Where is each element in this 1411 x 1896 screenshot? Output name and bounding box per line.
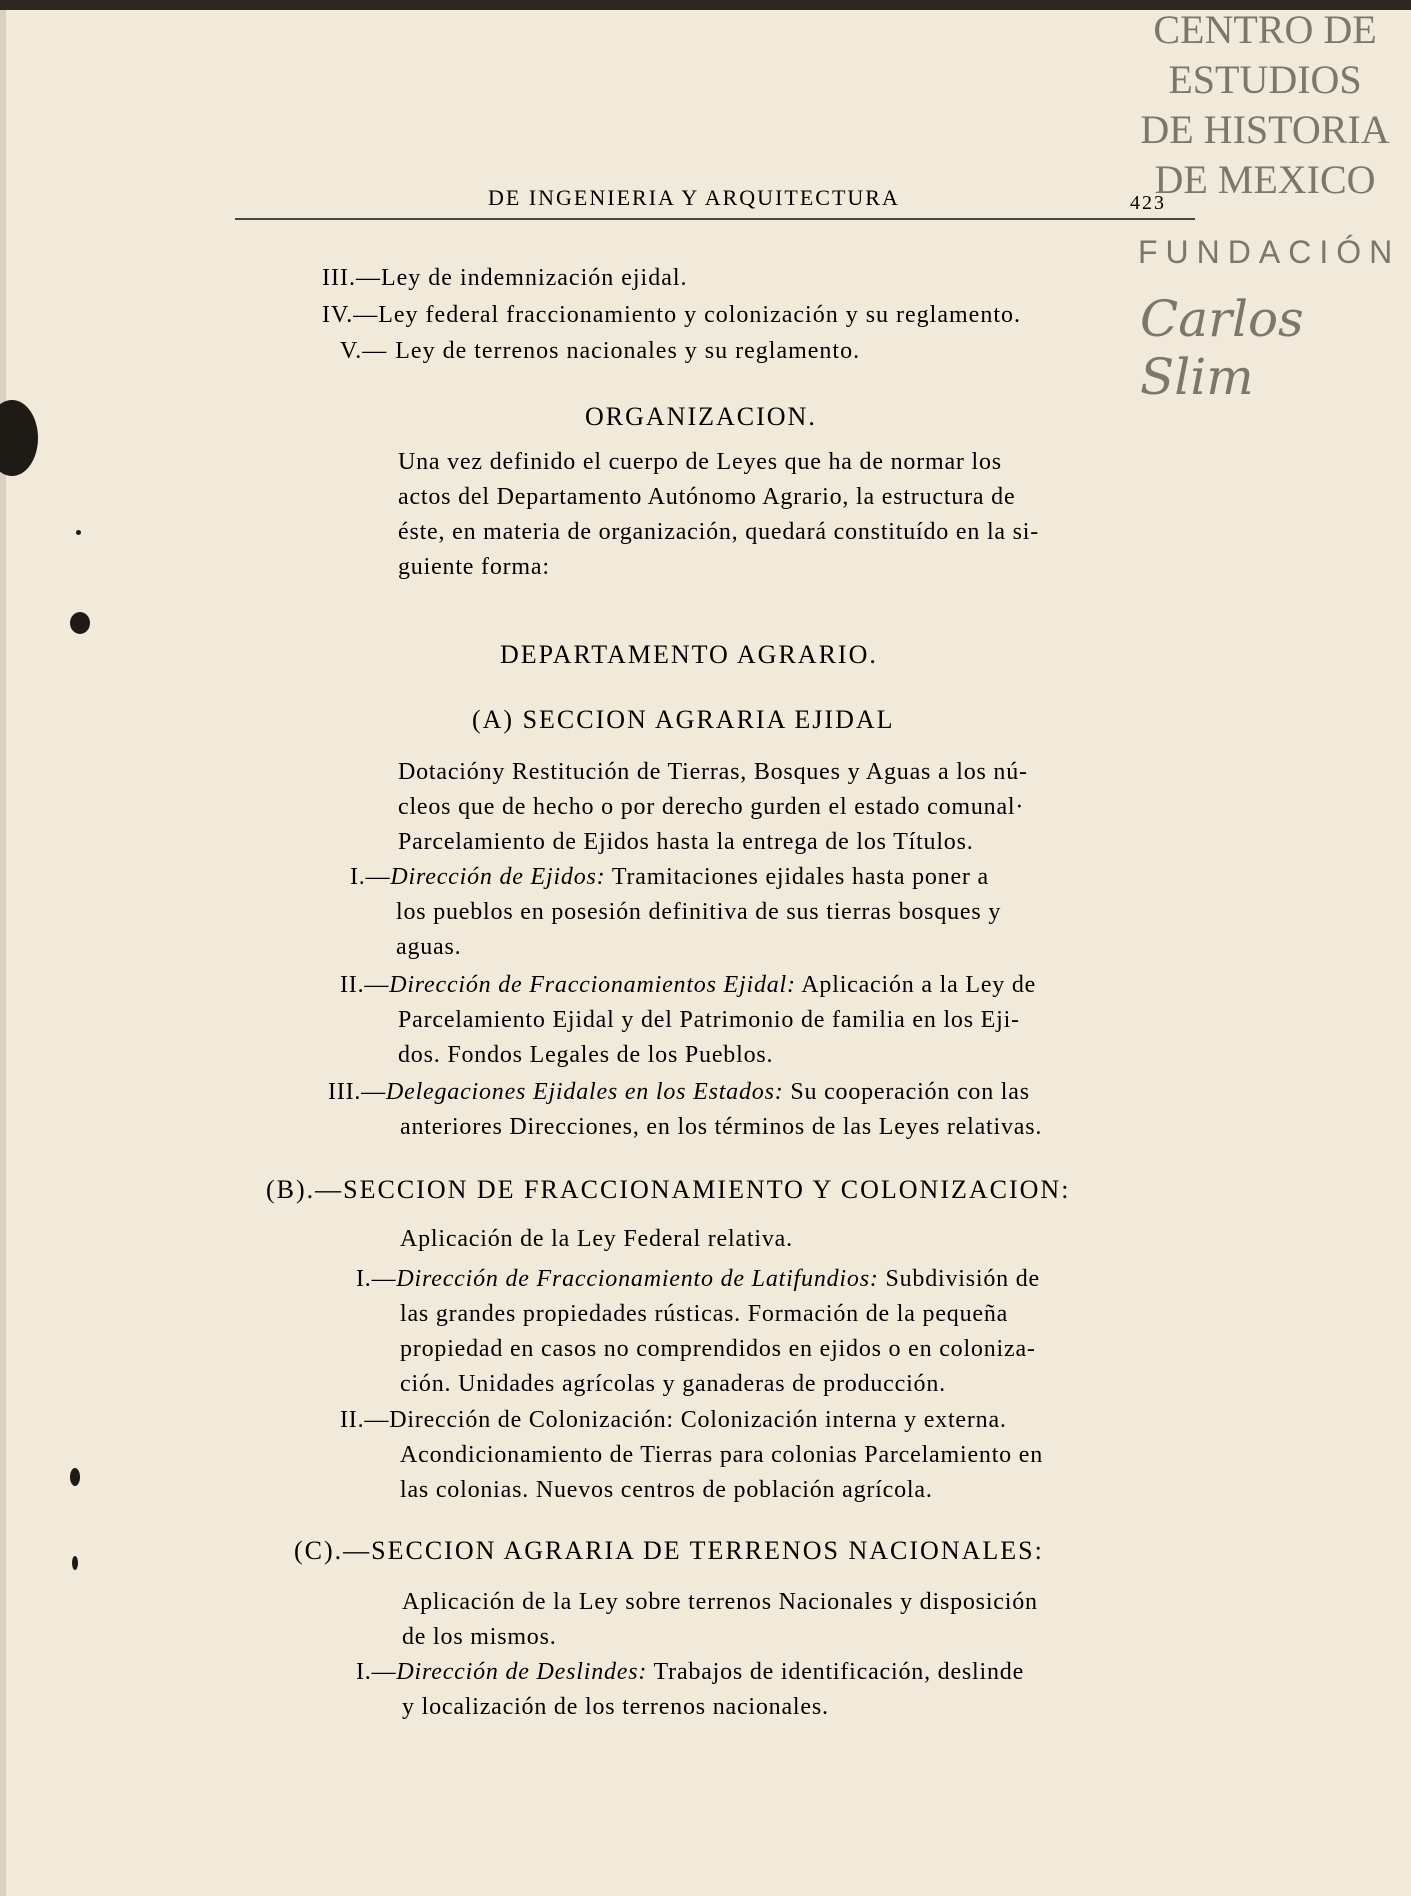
item-text: Trabajos de identificación, deslinde — [647, 1659, 1025, 1685]
watermark-foundation: FUNDACIÓN — [1138, 234, 1401, 270]
item-first-line — [340, 1403, 1043, 1438]
item-text: Tramitaciones ejidales hasta poner a — [605, 864, 989, 890]
section-c-intro — [402, 1585, 1038, 1655]
paragraph-line: cleos que de hecho o por derecho gurden el estado comunal· — [398, 794, 1025, 820]
law-number: III.— — [322, 265, 381, 291]
section-a-intro — [398, 755, 1028, 860]
section-b-item — [356, 1262, 1040, 1402]
archive-watermark — [1125, 7, 1405, 202]
item-title: Dirección de Ejidos: — [390, 864, 606, 890]
section-c-item — [356, 1655, 1024, 1725]
paragraph-line: éste, en materia de organización, quedará constituído en la si- — [398, 519, 1040, 545]
paragraph-line: aguas. — [396, 934, 462, 960]
item-number: I.— — [356, 1266, 397, 1292]
section-b-intro: Aplicación de la Ley Federal relativa. — [400, 1226, 793, 1252]
ink-spot — [76, 530, 81, 535]
item-first-line — [340, 968, 1036, 1003]
section-a-item — [340, 968, 1036, 1073]
watermark-line: CENTRO DE — [1153, 7, 1377, 52]
ink-spot — [70, 1468, 80, 1486]
section-heading: ORGANIZACION. — [585, 402, 817, 431]
paragraph-line: Aplicación de la Ley sobre terrenos Nacionales y disposición — [402, 1589, 1038, 1615]
watermark-signature: Carlos Slim — [1140, 290, 1304, 406]
item-title: Delegaciones Ejidales en los Estados: — [385, 1079, 784, 1105]
ink-spot — [72, 1556, 78, 1570]
section-a-item — [350, 860, 1001, 965]
paragraph-line: propiedad en casos no comprendidos en ejidos o en coloniza- — [400, 1336, 1036, 1362]
subsection-heading: (A) SECCION AGRARIA EJIDAL — [472, 705, 895, 734]
item-first-line — [356, 1262, 1040, 1297]
page-edge — [0, 10, 6, 1896]
law-item — [322, 265, 688, 292]
law-text: Ley de terrenos nacionales y su reglamento. — [395, 338, 861, 364]
item-first-line — [328, 1075, 1042, 1110]
paragraph-line: Acondicionamiento de Tierras para colonias Parcelamiento en — [400, 1442, 1044, 1468]
subsection-heading: (B).—SECCION DE FRACCIONAMIENTO Y COLONIZACION: — [266, 1175, 1071, 1204]
item-text: Aplicación a la Ley de — [795, 972, 1037, 998]
watermark-line: DE HISTORIA — [1140, 107, 1390, 152]
header-rule — [235, 218, 1195, 220]
running-title: DE INGENIERIA Y ARQUITECTURA — [488, 185, 900, 210]
item-text: Subdivisión de — [878, 1266, 1040, 1292]
watermark-line: ESTUDIOS — [1168, 57, 1362, 102]
item-number: I.— — [350, 864, 391, 890]
law-text: Ley federal fraccionamiento y colonización y su reglamento. — [378, 302, 1021, 328]
ink-spot — [70, 612, 90, 634]
organizacion-paragraph — [398, 445, 1039, 585]
item-title: Dirección de Fraccionamiento de Latifundios: — [396, 1266, 879, 1292]
paragraph-line: actos del Departamento Autónomo Agrario, la estructura de — [398, 484, 1016, 510]
item-title: Dirección de Deslindes: — [396, 1659, 648, 1685]
item-number: II.— — [340, 1407, 390, 1433]
law-item — [340, 338, 860, 365]
paragraph-line: las grandes propiedades rústicas. Formación de la pequeña — [400, 1301, 1009, 1327]
paragraph-line: las colonias. Nuevos centros de población agrícola. — [400, 1477, 933, 1503]
item-number: II.— — [340, 972, 390, 998]
paragraph-line: dos. Fondos Legales de los Pueblos. — [398, 1042, 774, 1068]
paragraph-line: guiente forma: — [398, 554, 550, 580]
paragraph-line: Parcelamiento Ejidal y del Patrimonio de familia en los Eji- — [398, 1007, 1020, 1033]
item-number: III.— — [328, 1079, 386, 1105]
watermark-line: DE MEXICO — [1154, 157, 1376, 202]
item-text: Su cooperación con las — [783, 1079, 1030, 1105]
page-number: 423 — [1130, 192, 1166, 214]
paragraph-line: Una vez definido el cuerpo de Leyes que ha de normar los — [398, 449, 1002, 475]
paragraph-line: de los mismos. — [402, 1624, 557, 1650]
paragraph-line: los pueblos en posesión definitiva de sus tierras bosques y — [396, 899, 1002, 925]
item-first-line — [356, 1655, 1024, 1690]
paragraph-line: y localización de los terrenos nacionales. — [402, 1694, 829, 1720]
item-text: Dirección de Colonización: Colonización interna y externa. — [389, 1407, 1007, 1433]
paragraph-line: ción. Unidades agrícolas y ganaderas de producción. — [400, 1371, 946, 1397]
item-number: I.— — [356, 1659, 397, 1685]
paragraph-line: Dotacióny Restitución de Tierras, Bosques y Aguas a los nú- — [398, 759, 1028, 785]
section-b-item — [340, 1403, 1043, 1508]
law-item — [322, 302, 1021, 329]
law-number: V.— — [340, 338, 388, 364]
item-title: Dirección de Fraccionamientos Ejidal: — [389, 972, 796, 998]
paragraph-line: Parcelamiento de Ejidos hasta la entrega de los Títulos. — [398, 829, 974, 855]
section-heading: DEPARTAMENTO AGRARIO. — [500, 640, 878, 669]
paragraph-line: anteriores Direcciones, en los términos de las Leyes relativas. — [400, 1114, 1043, 1140]
section-a-item — [328, 1075, 1042, 1145]
item-first-line — [350, 860, 1001, 895]
law-number: IV.— — [322, 302, 379, 328]
subsection-heading: (C).—SECCION AGRARIA DE TERRENOS NACIONALES: — [294, 1536, 1044, 1565]
law-text: Ley de indemnización ejidal. — [380, 265, 688, 291]
